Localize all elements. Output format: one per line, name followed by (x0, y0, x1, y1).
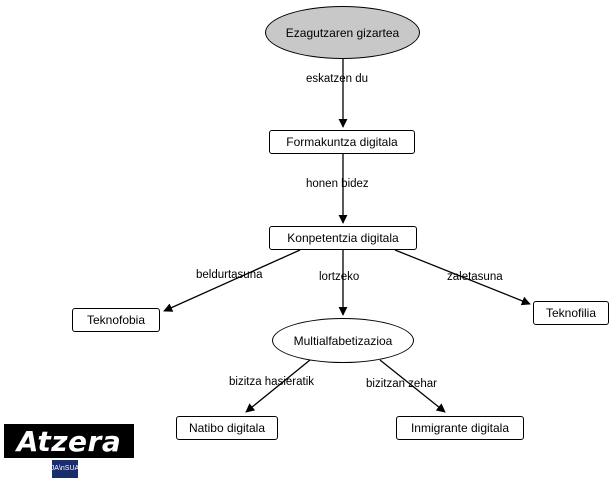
node-teknofobia[interactable] (72, 308, 160, 332)
node-label: Inmigrante digitala (410, 421, 510, 435)
node-formakuntza-digitala[interactable] (269, 130, 415, 154)
edge-label-beldurtasuna: beldurtasuna (196, 269, 263, 281)
edge-label-bizitzan-zehar: bizitzan zehar (366, 378, 437, 390)
back-button-badge (52, 460, 78, 478)
back-button[interactable] (4, 424, 134, 458)
node-label: Konpetentzia digitala (287, 231, 399, 245)
node-teknofilia[interactable] (533, 301, 609, 325)
node-inmigrante-digitala[interactable] (396, 416, 524, 440)
node-natibo-digitala[interactable] (176, 416, 278, 440)
node-konpetentzia-digitala[interactable] (269, 226, 417, 250)
node-label: Multialfabetizazioa (293, 333, 393, 348)
node-multialfabetizazioa[interactable] (272, 318, 414, 363)
edge-label-eskatzen-du: eskatzen du (306, 73, 369, 85)
back-button-label: Atzera (16, 424, 122, 458)
edge-label-zaletasuna: zaletasuna (447, 271, 503, 283)
node-ezagutzaren-gizartea[interactable] (265, 6, 420, 59)
node-label: Formakuntza digitala (286, 135, 398, 149)
node-label: Ezagutzaren gizartea (285, 25, 400, 40)
edge-label-bizitza-hasieratik: bizitza hasieratik (229, 376, 315, 388)
node-label: Teknofilia (545, 306, 597, 320)
node-label: Teknofobia (86, 313, 146, 327)
edge-label-honen-bidez: honen bidez (306, 178, 369, 190)
edge-label-lortzeko: lortzeko (319, 271, 360, 283)
node-label: Natibo digitala (188, 421, 266, 435)
back-button-badge-label: JA\nSUA (50, 465, 80, 472)
